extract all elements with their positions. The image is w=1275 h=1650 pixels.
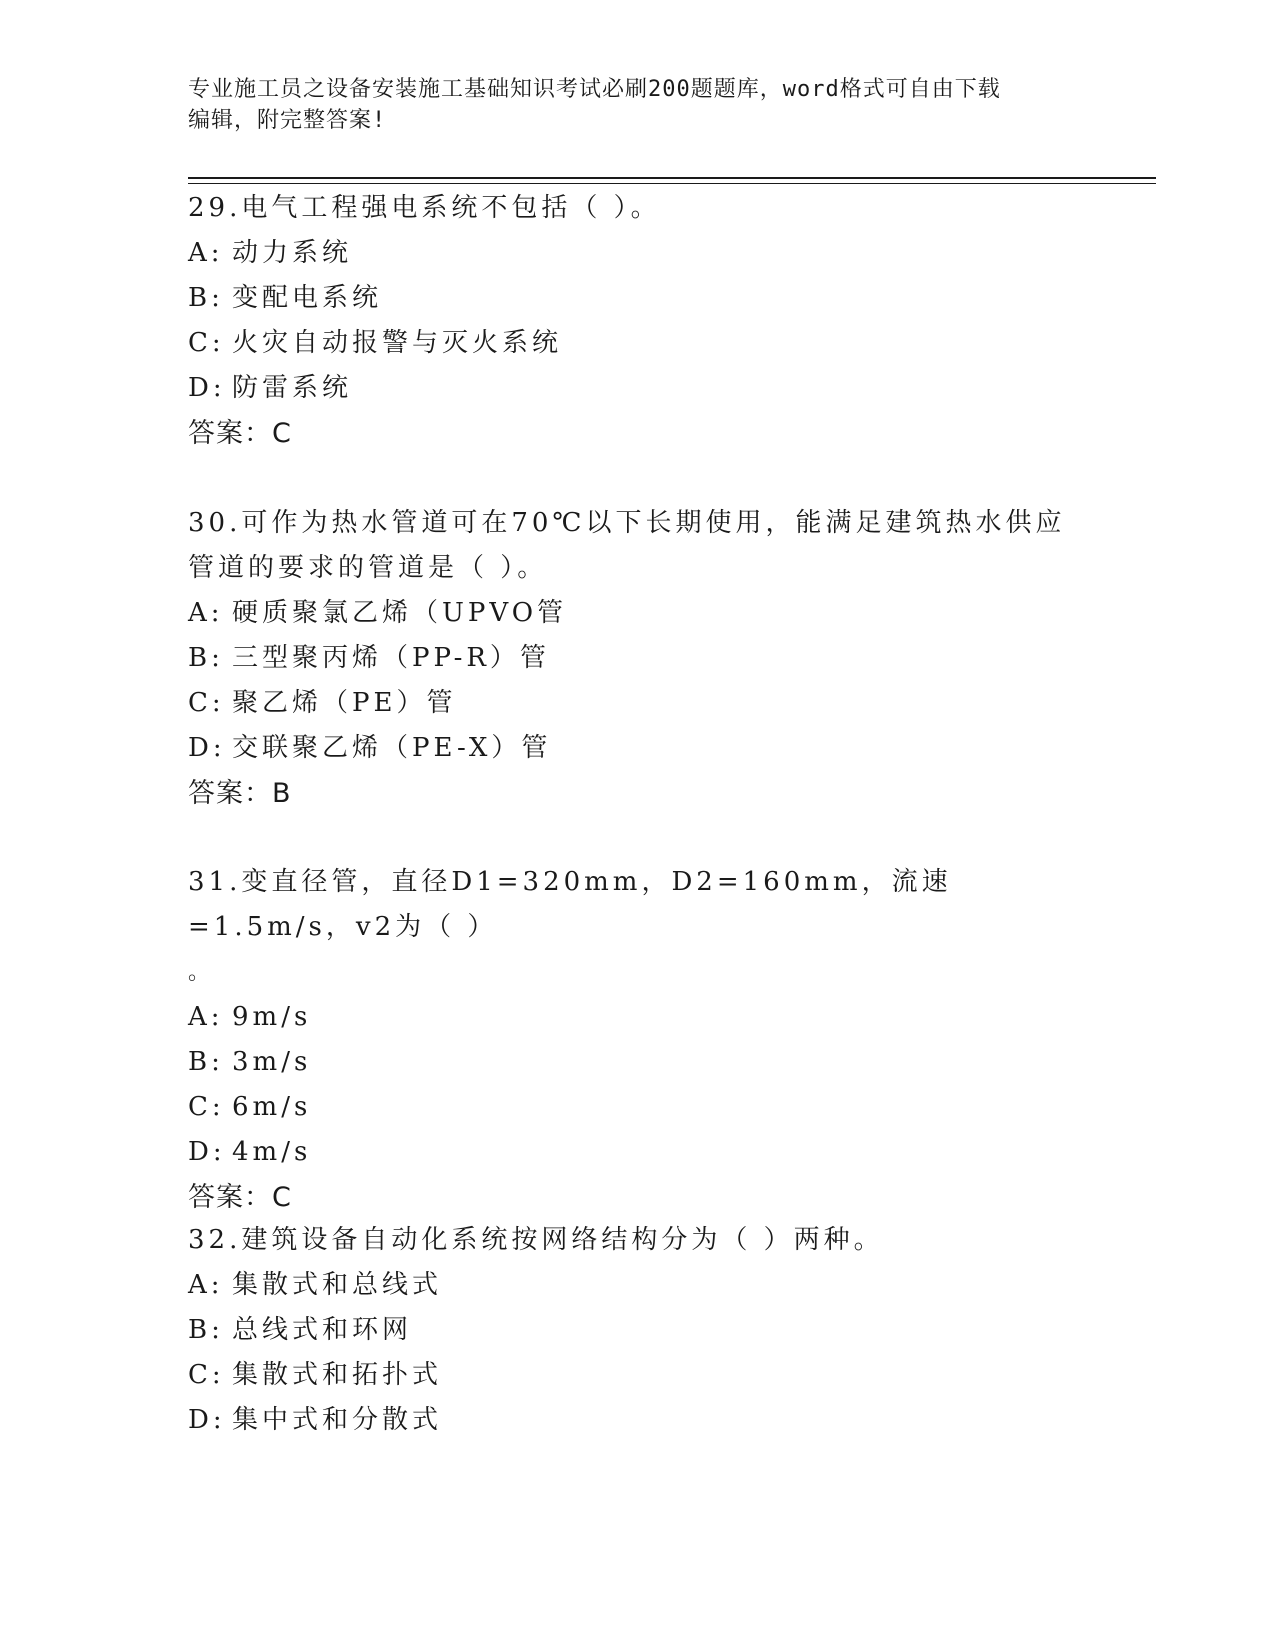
option-letter: C: xyxy=(188,688,225,718)
option-a xyxy=(188,1263,1088,1308)
option-c xyxy=(188,1085,1088,1130)
header-divider-thick xyxy=(188,177,1156,179)
option-letter: D: xyxy=(188,733,226,763)
question-text: 30.可作为热水管道可在70℃以下长期使用，能满足建筑热水供应管道的要求的管道是（ ）。 xyxy=(188,508,1066,583)
document-header xyxy=(188,74,1088,136)
option-c xyxy=(188,321,1088,366)
question-30 xyxy=(188,501,1088,817)
answer: 答案：C xyxy=(188,418,292,449)
option-letter: D: xyxy=(188,373,226,403)
option-letter: C: xyxy=(188,328,225,358)
option-letter: A: xyxy=(188,1270,224,1300)
answer: 答案：C xyxy=(188,1182,292,1213)
option-text: 6m/s xyxy=(232,1092,312,1122)
option-letter: C: xyxy=(188,1092,225,1122)
option-a xyxy=(188,591,1088,636)
option-c xyxy=(188,681,1088,726)
option-b xyxy=(188,276,1088,321)
option-letter: A: xyxy=(188,1002,224,1032)
option-b xyxy=(188,636,1088,681)
option-letter: A: xyxy=(188,238,224,268)
question-32 xyxy=(188,1218,1088,1443)
option-letter: B: xyxy=(188,1047,224,1077)
option-d xyxy=(188,1130,1088,1175)
option-text: 火灾自动报警与灭火系统 xyxy=(232,328,563,358)
option-d xyxy=(188,1398,1088,1443)
option-text: 集散式和拓扑式 xyxy=(232,1360,443,1390)
option-text: 防雷系统 xyxy=(232,373,353,403)
option-d xyxy=(188,726,1088,771)
header-line-1: 专业施工员之设备安装施工基础知识考试必刷200题题库，word格式可自由下载 xyxy=(188,77,1001,102)
option-text: 硬质聚氯乙烯（UPVO管 xyxy=(232,598,568,628)
option-b xyxy=(188,1040,1088,1085)
option-text: 4m/s xyxy=(232,1137,312,1167)
option-text: 总线式和环网 xyxy=(232,1315,413,1345)
option-text: 集中式和分散式 xyxy=(232,1405,443,1435)
answer: 答案：B xyxy=(188,778,292,809)
option-letter: B: xyxy=(188,1315,224,1345)
question-text xyxy=(188,860,1088,995)
option-b xyxy=(188,1308,1088,1353)
option-text: 9m/s xyxy=(232,1002,312,1032)
option-letter: B: xyxy=(188,643,224,673)
option-text: 3m/s xyxy=(232,1047,312,1077)
question-29 xyxy=(188,186,1088,457)
header-divider-thin xyxy=(188,183,1156,184)
question-text: 29.电气工程强电系统不包括（ ）。 xyxy=(188,193,661,223)
option-text: 交联聚乙烯（PE-X）管 xyxy=(232,733,552,763)
option-text: 集散式和总线式 xyxy=(232,1270,443,1300)
question-text-main: 31.变直径管，直径D1=320mm，D2=160mm，流速=1.5m/s，v2为（ ） xyxy=(188,867,952,942)
option-letter: D: xyxy=(188,1405,226,1435)
option-text: 动力系统 xyxy=(232,238,353,268)
option-text: 三型聚丙烯（PP-R）管 xyxy=(232,643,550,673)
header-line-2: 编辑，附完整答案! xyxy=(188,108,387,133)
option-letter: D: xyxy=(188,1137,226,1167)
option-a xyxy=(188,995,1088,1040)
option-text: 变配电系统 xyxy=(232,283,383,313)
question-31 xyxy=(188,860,1088,1221)
option-c xyxy=(188,1353,1088,1398)
option-a xyxy=(188,231,1088,276)
question-text: 32.建筑设备自动化系统按网络结构分为（ ）两种。 xyxy=(188,1225,884,1255)
question-text-tail: 。 xyxy=(188,960,215,985)
option-d xyxy=(188,366,1088,411)
option-letter: B: xyxy=(188,283,224,313)
option-letter: A: xyxy=(188,598,224,628)
option-text: 聚乙烯（PE）管 xyxy=(232,688,457,718)
option-letter: C: xyxy=(188,1360,225,1390)
